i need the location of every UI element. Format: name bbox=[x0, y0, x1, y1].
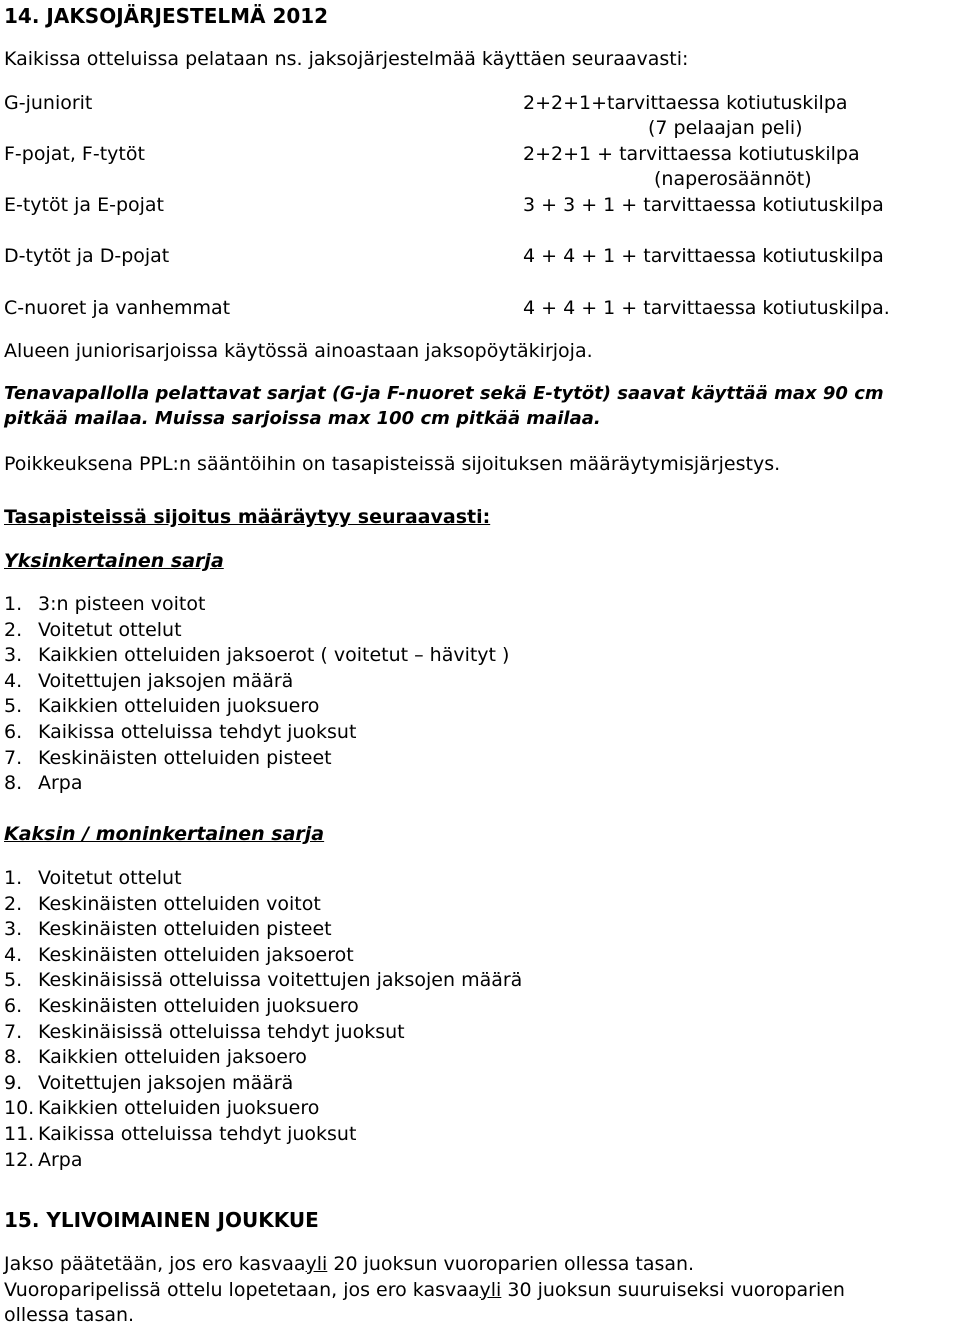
group-name: G-juniorit bbox=[4, 92, 93, 114]
list-item-text: Arpa bbox=[38, 772, 83, 795]
paragraph-text: 20 juoksun vuoroparien ollessa tasan. bbox=[327, 1253, 695, 1275]
list-item-text: Keskinäisten otteluiden voitot bbox=[38, 892, 321, 915]
group-rule: 2+2+1 + tarvittaessa kotiutuskilpa bbox=[523, 143, 860, 165]
list-item bbox=[4, 1096, 522, 1122]
section-15-title: 15. YLIVOIMAINEN JOUKKUE bbox=[4, 1208, 319, 1232]
single-series-list bbox=[4, 592, 509, 797]
list-item-text: Kaikkien otteluiden jaksoero bbox=[38, 1046, 307, 1069]
list-item-number: 4. bbox=[4, 943, 23, 966]
list-item bbox=[4, 866, 522, 892]
single-series-heading: Yksinkertainen sarja bbox=[4, 550, 224, 572]
list-item-number: 9. bbox=[4, 1071, 23, 1094]
list-item-number: 2. bbox=[4, 892, 23, 915]
paragraph-text: Vuoroparipelissä ottelu lopetetaan, jos ero kasvaa bbox=[4, 1279, 480, 1301]
list-item bbox=[4, 968, 522, 994]
group-rule: 3 + 3 + 1 + tarvittaessa kotiutuskilpa bbox=[523, 194, 884, 216]
list-item-number: 7. bbox=[4, 1020, 23, 1043]
list-item-number: 2. bbox=[4, 618, 23, 641]
group-rule: 4 + 4 + 1 + tarvittaessa kotiutuskilpa bbox=[523, 245, 884, 267]
list-item-number: 3. bbox=[4, 918, 23, 941]
list-item-number: 6. bbox=[4, 994, 23, 1017]
bat-rule-line-1: Tenavapallolla pelattavat sarjat (G-ja F-nuoret sekä E-tytöt) saavat käyttää max 90 cm bbox=[4, 383, 884, 404]
list-item bbox=[4, 694, 509, 720]
list-item-number: 12. bbox=[4, 1148, 35, 1171]
list-item bbox=[4, 1020, 522, 1046]
list-item bbox=[4, 618, 509, 644]
tiebreak-heading: Tasapisteissä sijoitus määräytyy seuraavasti: bbox=[4, 506, 491, 528]
list-item bbox=[4, 643, 509, 669]
group-rule: 2+2+1+tarvittaessa kotiutuskilpa bbox=[523, 92, 848, 114]
group-name: D-tytöt ja D-pojat bbox=[4, 245, 170, 267]
list-item-number: 4. bbox=[4, 669, 23, 692]
section-15-paragraph-1 bbox=[4, 1252, 694, 1276]
group-rule: 4 + 4 + 1 + tarvittaessa kotiutuskilpa. bbox=[523, 297, 890, 319]
list-item-text: Voitetut ottelut bbox=[38, 618, 182, 641]
multi-series-heading: Kaksin / moninkertainen sarja bbox=[4, 823, 325, 845]
bat-rule-line-2: pitkää mailaa. Muissa sarjoissa max 100 cm pitkää mailaa. bbox=[4, 408, 601, 429]
list-item bbox=[4, 917, 522, 943]
list-item-text: Kaikissa otteluissa tehdyt juoksut bbox=[38, 1122, 357, 1145]
list-item bbox=[4, 746, 509, 772]
list-item-text: Keskinäisten otteluiden pisteet bbox=[38, 746, 332, 769]
list-item bbox=[4, 1122, 522, 1148]
list-item-text: Kaikissa otteluissa tehdyt juoksut bbox=[38, 720, 357, 743]
paragraph-text: Jakso päätetään, jos ero kasvaa bbox=[4, 1253, 306, 1275]
section-15-paragraph-2 bbox=[4, 1278, 845, 1302]
list-item bbox=[4, 994, 522, 1020]
list-item-text: Keskinäisissä otteluissa tehdyt juoksut bbox=[38, 1020, 405, 1043]
list-item-text: 3:n pisteen voitot bbox=[38, 593, 206, 615]
list-item-text: Voitettujen jaksojen määrä bbox=[38, 669, 294, 692]
list-item bbox=[4, 669, 509, 695]
list-item-number: 11. bbox=[4, 1122, 35, 1145]
group-name: E-tytöt ja E-pojat bbox=[4, 194, 164, 216]
list-item bbox=[4, 892, 522, 918]
list-item-number: 5. bbox=[4, 695, 23, 718]
list-item-number: 6. bbox=[4, 720, 23, 743]
regional-note: Alueen juniorisarjoissa käytössä ainoastaan jaksopöytäkirjoja. bbox=[4, 340, 593, 362]
list-item-number: 1. bbox=[4, 867, 23, 889]
list-item-text: Kaikkien otteluiden juoksuero bbox=[38, 1097, 320, 1120]
list-item-text: Voitetut ottelut bbox=[38, 867, 182, 889]
section-14-title: 14. JAKSOJÄRJESTELMÄ 2012 bbox=[4, 4, 329, 28]
group-name: F-pojat, F-tytöt bbox=[4, 143, 145, 165]
intro-text: Kaikissa otteluissa pelataan ns. jaksojärjestelmää käyttäen seuraavasti: bbox=[4, 48, 689, 70]
list-item bbox=[4, 943, 522, 969]
list-item-number: 3. bbox=[4, 644, 23, 667]
list-item bbox=[4, 771, 509, 797]
group-note: (naperosäännöt) bbox=[654, 168, 812, 190]
list-item bbox=[4, 1148, 522, 1174]
exception-text: Poikkeuksena PPL:n sääntöihin on tasapisteissä sijoituksen määräytymisjärjestys. bbox=[4, 453, 781, 475]
list-item-text: Keskinäisten otteluiden juoksuero bbox=[38, 994, 359, 1017]
list-item bbox=[4, 720, 509, 746]
paragraph-text: 30 juoksun suuruiseksi vuoroparien bbox=[501, 1279, 845, 1301]
multi-series-list bbox=[4, 866, 522, 1173]
list-item-number: 8. bbox=[4, 772, 23, 795]
section-15-paragraph-2-continued: ollessa tasan. bbox=[4, 1304, 135, 1326]
list-item bbox=[4, 1045, 522, 1071]
list-item-text: Kaikkien otteluiden juoksuero bbox=[38, 695, 320, 718]
list-item-text: Keskinäisissä otteluissa voitettujen jaksojen määrä bbox=[38, 969, 523, 992]
list-item-number: 7. bbox=[4, 746, 23, 769]
list-item-number: 1. bbox=[4, 593, 23, 615]
list-item-text: Keskinäisten otteluiden pisteet bbox=[38, 918, 332, 941]
list-item bbox=[4, 1071, 522, 1097]
list-item-number: 8. bbox=[4, 1046, 23, 1069]
emphasis-text: yli bbox=[479, 1279, 502, 1301]
list-item-text: Voitettujen jaksojen määrä bbox=[38, 1071, 294, 1094]
group-note: (7 pelaajan peli) bbox=[648, 117, 803, 139]
list-item-text: Arpa bbox=[38, 1148, 83, 1171]
list-item-number: 5. bbox=[4, 969, 23, 992]
list-item-number: 10. bbox=[4, 1097, 35, 1120]
list-item-text: Keskinäisten otteluiden jaksoerot bbox=[38, 943, 354, 966]
list-item-text: Kaikkien otteluiden jaksoerot ( voitetut – hävityt ) bbox=[38, 644, 510, 667]
list-item bbox=[4, 592, 509, 618]
emphasis-text: yli bbox=[305, 1253, 328, 1275]
group-name: C-nuoret ja vanhemmat bbox=[4, 297, 231, 319]
